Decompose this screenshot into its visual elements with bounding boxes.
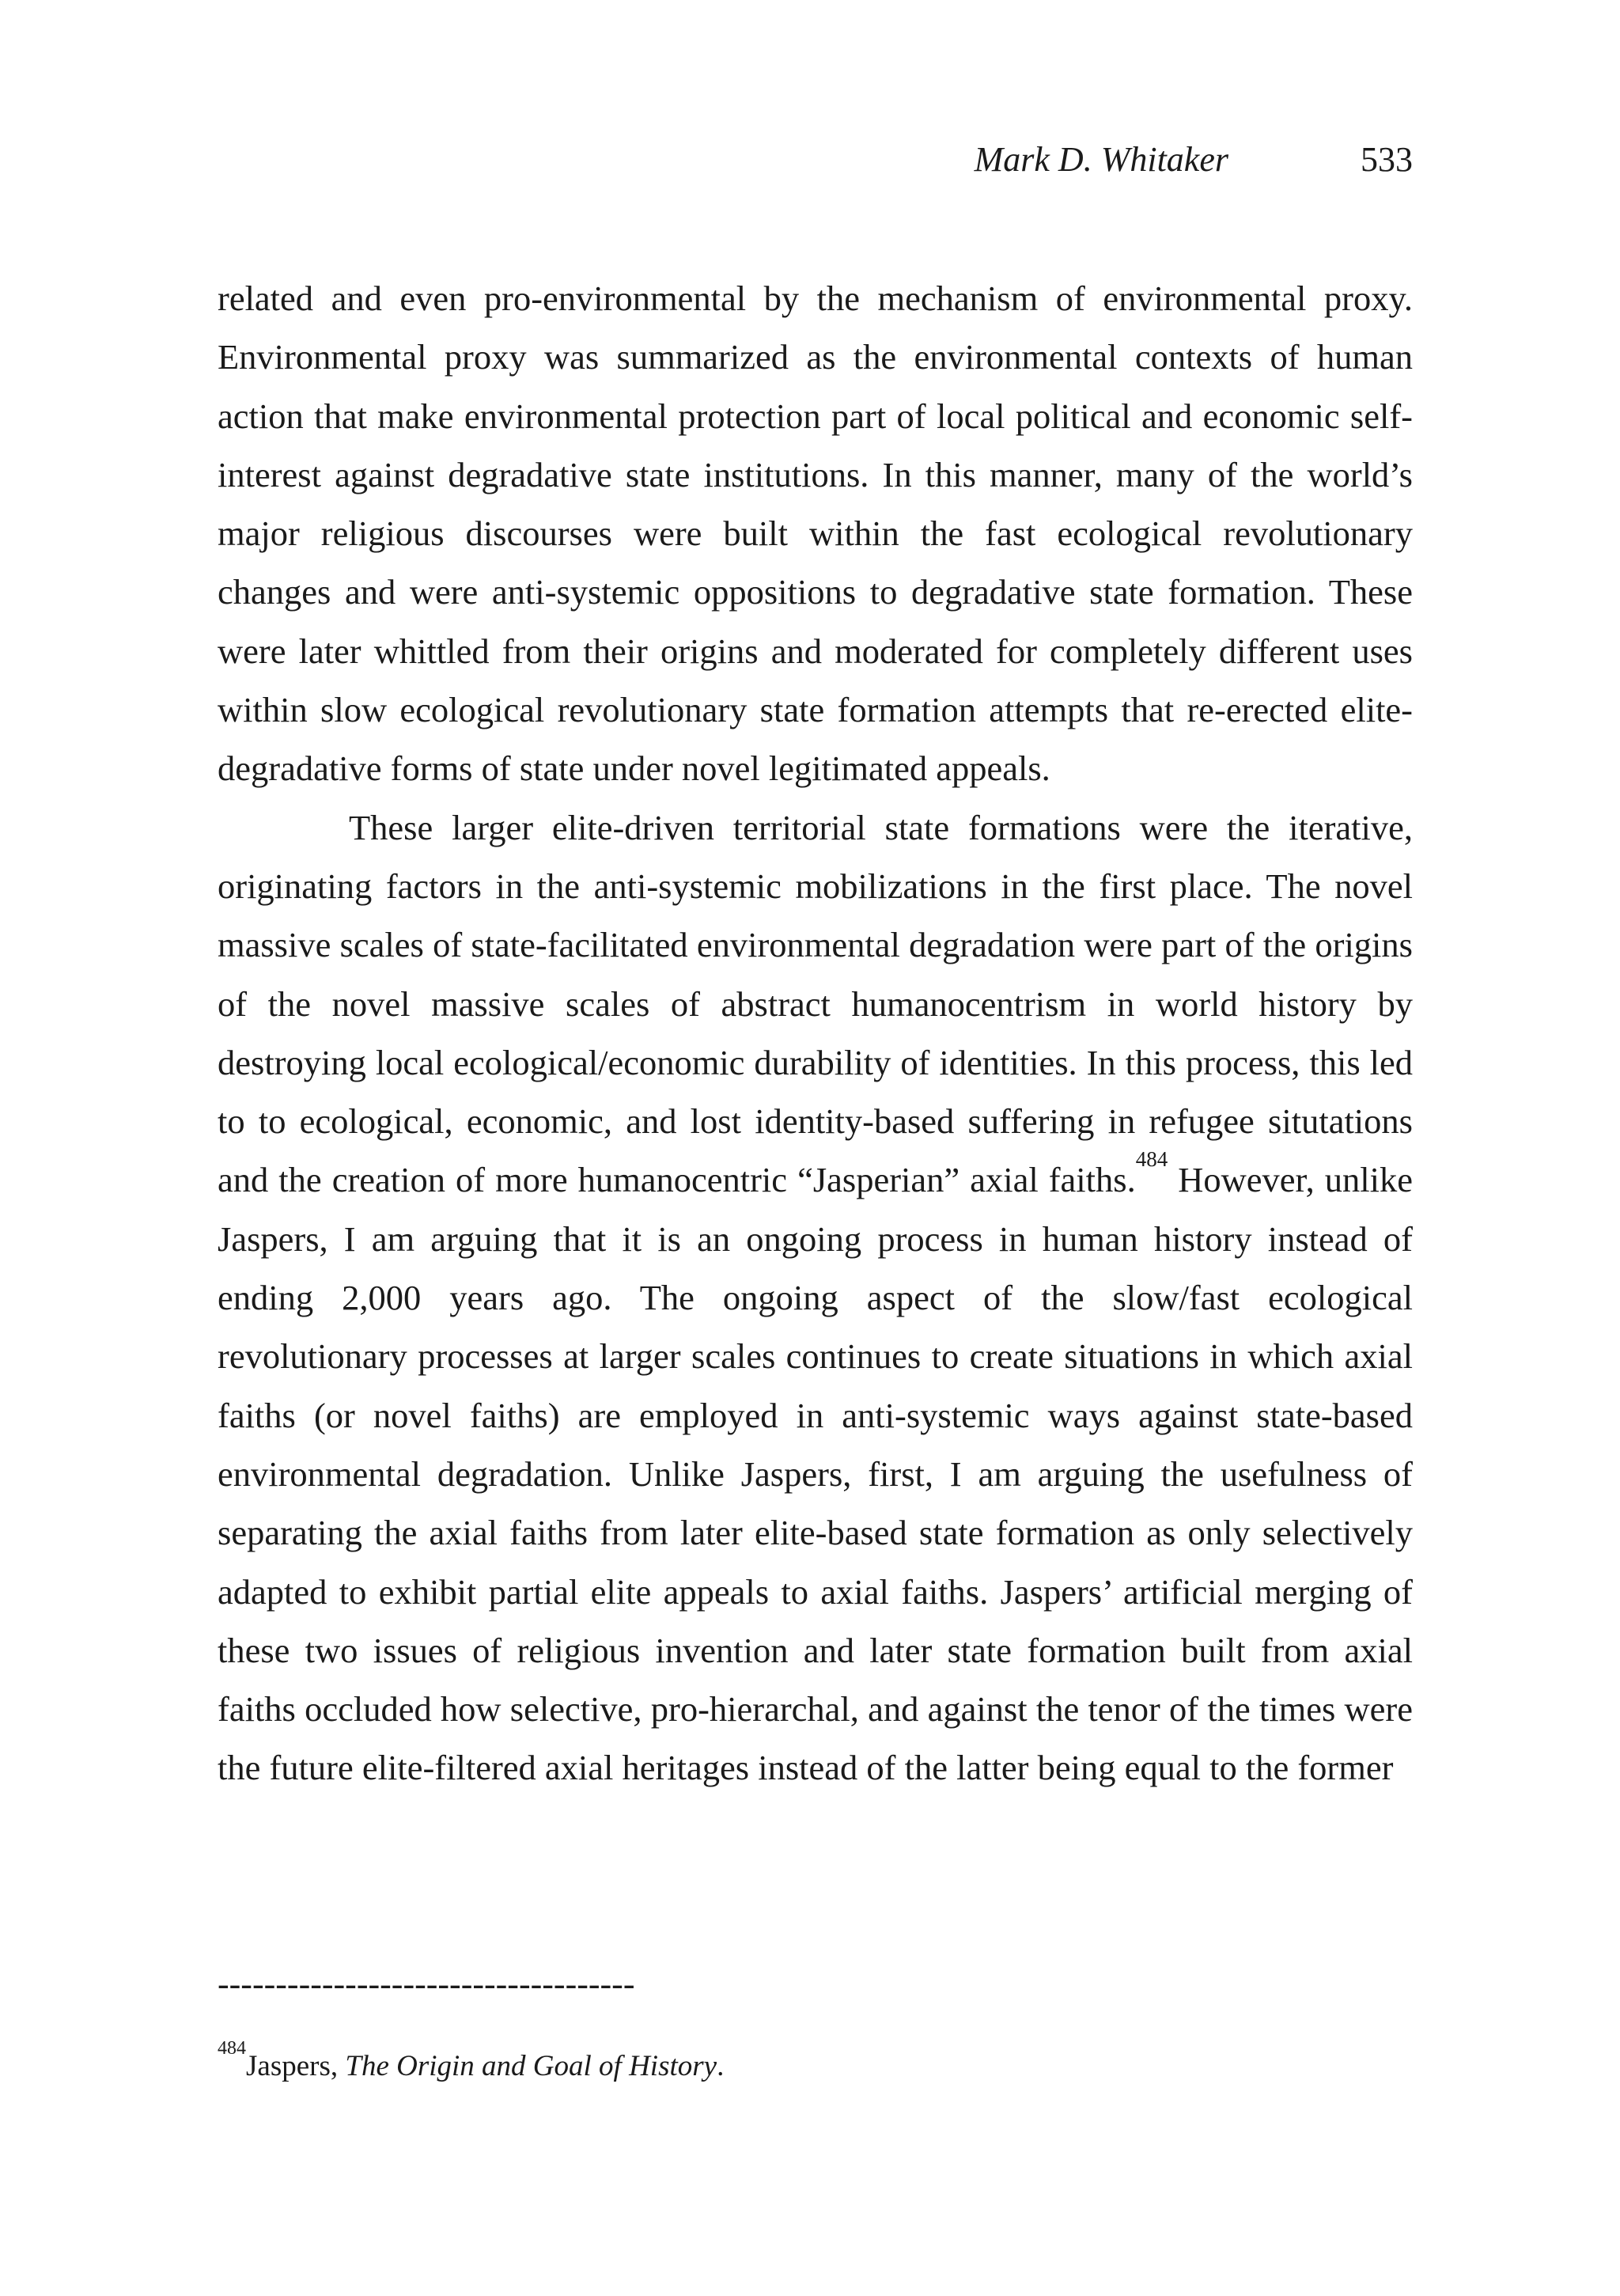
footnote-title: The Origin and Goal of History	[345, 2050, 717, 2082]
paragraph-1: related and even pro-environmental by the mechanism of environmental proxy. Environmental proxy was summarized as the environmental contexts of human action that make environmental protection part of local political and economic self-interest against degradative state institutions. In this manner, many of the world’s major religious discourses were built within the fast ecological revolutionary changes and were anti-systemic oppositions to degradative state formation. These were later whittled from their origins and moderated for completely different uses within slow ecological revolutionary state formation attempts that re-erected elite-degradative forms of state under novel legitimated appeals.	[218, 278, 1413, 789]
paragraph-2	[218, 798, 1413, 1798]
footnote-separator: ------------------------------------	[218, 1964, 635, 2003]
paragraph-2-text-after-ref: However, unlike Jaspers, I am arguing that it is an ongoing process in human history instead of ending 2,000 years ago. The ongoing aspect of the slow/fast ecological revolutionary processes at larger scales continues to create situations in which axial faiths (or novel faiths) are employed in anti-systemic ways against state-based environmental degradation. Unlike Jaspers, first, I am arguing the usefulness of separating the axial faiths from later elite-based state formation as only selectively adapted to exhibit partial elite appeals to axial faiths. Jaspers’ artificial merging of these two issues of religious invention and later state formation built from axial faiths occluded how selective, pro-hierarchal, and against the tenor of the times were the future elite-filtered axial heritages instead of the latter being equal to the former	[218, 1160, 1413, 1788]
running-head	[218, 136, 1413, 184]
page-number: 533	[1361, 140, 1413, 179]
footnote-author: Jaspers,	[246, 2050, 346, 2082]
body-text	[218, 269, 1413, 1798]
footnote	[218, 2037, 1413, 2090]
paragraph-2-text-before-ref: These larger elite-driven territorial state formations were the iterative, originating factors in the anti-systemic mobilizations in the first place. The novel massive scales of state-facilitated environmental degradation were part of the origins of the novel massive scales of abstract humanocentrism in world history by destroying local ecological/economic durability of identities. In this process, this led to to ecological, economic, and lost identity-based suffering in refugee situtations and the creation of more humanocentric “Jasperian” axial faiths.	[218, 807, 1413, 1200]
running-head-author: Mark D. Whitaker	[974, 140, 1228, 179]
footnote-reference[interactable]: 484	[1135, 1146, 1168, 1171]
footnote-end: .	[717, 2050, 725, 2082]
footnote-marker: 484	[218, 2037, 246, 2059]
